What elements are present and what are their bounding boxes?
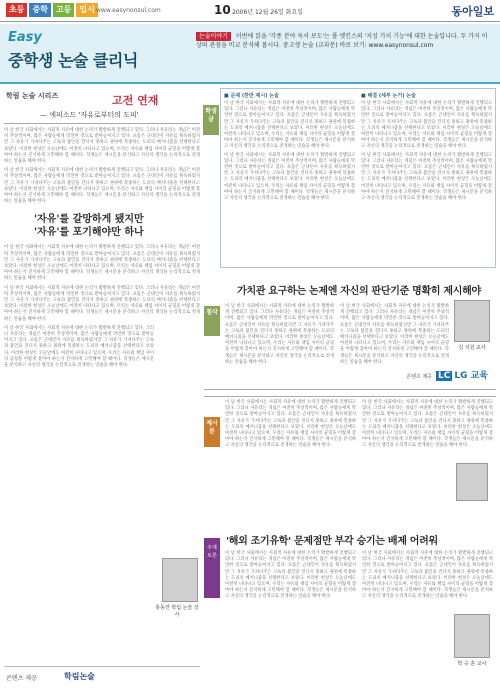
body-text: 이 날 한국 사회에서는 사회적 자유에 대한 논의가 활발하게 진행되고 있다. 그러나 자유라는 개념은 여전히 추상적이며, 많은 사람들에게 막연한 것으로 받아들여지고 있다. 프롬은 근대인이 자유를 획득하였지만 그 자유가 가져다주는 고독과 불안을 견디지 못하고 권위에 복종하는 도피의 메커니즘을 선택한다고 보았다. 이러한 현상은 오늘날에도 여전히 나타나고 있으며, 우리는 자유와 책임 사이의 균형을 어떻게 찾아야 하는지 진지하게 고민해야 할 때이다. 학생들은 제시문을 분석하고 자신의 생각을 논리적으로 전개하는 연습을 해야 한다.: [225, 400, 356, 449]
essay-heading: ■ 해결 (세부 논거) 논술: [361, 93, 416, 99]
lg-text: LG 교육: [454, 371, 488, 381]
passage-columns: [222, 397, 496, 509]
section-tab: 제시문: [204, 417, 220, 447]
logo-part: 입시: [76, 3, 97, 17]
hero-info-text: 이번에 읽을 '각종 분야 독서 보도'는 폴 엣킨스의 '지성 가치 기능'에 대한 논술입니다. 두 가지 이상의 관점을 비교 분석해 봅시다. 중고생 논술 (교과문) 바로 보기: www.easynonsul.com: [196, 33, 488, 49]
photo-caption: 김 지원 교사: [458, 345, 486, 351]
credit-bar: [4, 666, 200, 686]
body-text: 이 날 한국 사회에서는 사회적 자유에 대한 논의가 활발하게 진행되고 있다. 그러나 자유라는 개념은 여전히 추상적이며, 많은 사람들에게 막연한 것으로 받아들여지고 있다. 프롬은 근대인이 자유를 획득하였지만 그 자유가 가져다주는 고독과 불안을 견디지 못하고 권위에 복종하는 도피의 메커니즘을 선택한다고 보았다. 이러한 현상은 오늘날에도 여전히 나타나고 있으며, 우리는 자유와 책임 사이의 균형을 어떻게 찾아야 하는지 진지하게 고민해야 할 때이다. 학생들은 제시문을 분석하고 자신의 생각을 논리적으로 전개하는 연습을 해야 한다.: [4, 128, 200, 165]
issue-date: 2006년 12월 26일 화요일: [232, 9, 304, 16]
body-text: 이 날 한국 사회에서는 사회적 자유에 대한 논의가 활발하게 진행되고 있다. 그러나 자유라는 개념은 여전히 추상적이며, 많은 사람들에게 막연한 것으로 받아들여지고 있다. 프롬은 근대인이 자유를 획득하였지만 그 자유가 가져다주는 고독과 불안을 견디지 못하고 권위에 복종하는 도피의 메커니즘을 선택한다고 보았다. 이러한 현상은 오늘날에도 여전히 나타나고 있으며, 우리는 자유와 책임 사이의 균형을 어떻게 찾아야 하는지 진지하게 고민해야 할 때이다. 학생들은 제시문을 분석하고 자신의 생각을 논리적으로 전개하는 연습을 해야 한다.: [362, 551, 493, 600]
page-number: 10: [214, 3, 231, 17]
lg-mark: LC: [438, 371, 451, 381]
logo-part: 중학: [29, 3, 50, 17]
body-text: 이 날 한국 사회에서는 사회적 자유에 대한 논의가 활발하게 진행되고 있다. 그러나 자유라는 개념은 여전히 추상적이며, 많은 사람들에게 막연한 것으로 받아들여지고 있다. 프롬은 근대인이 자유를 획득하였지만 그 자유가 가져다주는 고독과 불안을 견디지 못하고 권위에 복종하는 도피의 메커니즘을 선택한다고 보았다. 이러한 현상은 오늘날에도 여전히 나타나고 있으며, 우리는 자유와 책임 사이의 균형을 어떻게 찾아야 하는지 진지하게 고민해야 할 때이다. 학생들은 제시문을 분석하고 자신의 생각을 논리적으로 전개하는 연습을 해야 한다.: [224, 101, 355, 150]
series-label: Easy: [8, 30, 42, 45]
essay-heading: ■ 문제 (찬반 제시) 논술: [224, 93, 279, 99]
credit-label: 콘텐츠 제공: [6, 675, 37, 682]
body-text: 이 날 한국 사회에서는 사회적 자유에 대한 논의가 활발하게 진행되고 있다. 그러나 자유라는 개념은 여전히 추상적이며, 많은 사람들에게 막연한 것으로 받아들여지고 있다. 프롬은 근대인이 자유를 획득하였지만 그 자유가 가져다주는 고독과 불안을 견디지 못하고 권위에 복종하는 도피의 메커니즘을 선택한다고 보았다. 이러한 현상은 오늘날에도 여전히 나타나고 있으며, 우리는 자유와 책임 사이의 균형을 어떻게 찾아야 하는지 진지하게 고민해야 할 때이다. 학생들은 제시문을 분석하고 자신의 생각을 논리적으로 전개하는 연습을 해야 한다.: [224, 152, 355, 202]
body-text: 이 날 한국 사회에서는 사회적 자유에 대한 논의가 활발하게 진행되고 있다. 그러나 자유라는 개념은 여전히 추상적이며, 많은 사람들에게 막연한 것으로 받아들여지고 있다. 프롬은 근대인이 자유를 획득하였지만 그 자유가 가져다주는 고독과 불안을 견디지 못하고 권위에 복종하는 도피의 메커니즘을 선택한다고 보았다. 이러한 현상은 오늘날에도 여전히 나타나고 있으며, 우리는 자유와 책임 사이의 균형을 어떻게 찾아야 하는지 진지하게 고민해야 할 때이다. 학생들은 제시문을 분석하고 자신의 생각을 논리적으로 전개하는 연습을 해야 한다.: [362, 400, 493, 449]
logo-part: 초등: [6, 3, 27, 17]
body-text: 이 날 한국 사회에서는 사회적 자유에 대한 논의가 활발하게 진행되고 있다. 그러나 자유라는 개념은 여전히 추상적이며, 많은 사람들에게 막연한 것으로 받아들여지고 있다. 프롬은 근대인이 자유를 획득하였지만 그 자유가 가져다주는 고독과 불안을 견디지 못하고 권위에 복종하는 도피의 메커니즘을 선택한다고 보았다. 이러한 현상은 오늘날에도 여전히 나타나고 있으며, 우리는 자유와 책임 사이의 균형을 어떻게 찾아야 하는지 진지하게 고민해야 할 때이다. 학생들은 제시문을 분석하고 자신의 생각을 논리적으로 전개하는 연습을 해야 한다.: [225, 551, 356, 600]
body-text: 이 날 한국 사회에서는 사회적 자유에 대한 논의가 활발하게 진행되고 있다. 그러나 자유라는 개념은 여전히 추상적이며, 많은 사람들에게 막연한 것으로 받아들여지고 있다. 프롬은 근대인이 자유를 획득하였지만 그 자유가 가져다주는 고독과 불안을 견디지 못하고 권위에 복종하는 도피의 메커니즘을 선택한다고 보았다. 이러한 현상은 오늘날에도 여전히 나타나고 있으며, 우리는 자유와 책임 사이의 균형을 어떻게 찾아야 하는지 진지하게 고민해야 할 때이다. 학생들은 제시문을 분석하고 자신의 생각을 논리적으로 전개하는 연습을 해야 한다.: [4, 285, 200, 322]
debate-section: [204, 530, 496, 686]
sponsor-label: 콘텐츠 제공: [406, 374, 432, 380]
hero-info: [196, 32, 492, 50]
page-title: 중학생 논술 클리닉: [8, 51, 138, 70]
section-tab: 첨삭: [204, 306, 220, 336]
pull-quote-line: '자유'를 포기해야만 하나: [34, 227, 144, 239]
student-essay-box: [205, 88, 496, 268]
body-text: 이 날 한국 사회에서는 사회적 자유에 대한 논의가 활발하게 진행되고 있다. 그러나 자유라는 개념은 여전히 추상적이며, 많은 사람들에게 막연한 것으로 받아들여지고 있다. 프롬은 근대인이 자유를 획득하였지만 그 자유가 가져다주는 고독과 불안을 견디지 못하고 권위에 복종하는 도피의 메커니즘을 선택한다고 보았다. 이러한 현상은 오늘날에도 여전히 나타나고 있으며, 우리는 자유와 책임 사이의 균형을 어떻게 찾아야 하는지 진지하게 고민해야 할 때이다. 학생들은 제시문을 분석하고 자신의 생각을 논리적으로 전개하는 연습을 해야 한다.: [4, 325, 154, 369]
left-column: [4, 88, 200, 686]
photo-caption: 홍동연 학림 논술 강사: [155, 605, 199, 618]
pull-quote: [34, 213, 200, 239]
teacher-photo: [454, 614, 490, 658]
essay-columns: [221, 89, 495, 205]
body-text: 이 날 한국 사회에서는 사회적 자유에 대한 논의가 활발하게 진행되고 있다. 그러나 자유라는 개념은 여전히 추상적이며, 많은 사람들에게 막연한 것으로 받아들여지고 있다. 프롬은 근대인이 자유를 획득하였지만 그 자유가 가져다주는 고독과 불안을 견디지 못하고 권위에 복종하는 도피의 메커니즘을 선택한다고 보았다. 이러한 현상은 오늘날에도 여전히 나타나고 있으며, 우리는 자유와 책임 사이의 균형을 어떻게 찾아야 하는지 진지하게 고민해야 할 때이다. 학생들은 제시문을 분석하고 자신의 생각을 논리적으로 전개하는 연습을 해야 한다.: [340, 304, 449, 365]
series-logo: [6, 3, 98, 17]
site-url[interactable]: www.easynonsul.com: [96, 7, 161, 14]
logo-part: 고등: [53, 3, 74, 17]
body-text: 이 날 한국 사회에서는 사회적 자유에 대한 논의가 활발하게 진행되고 있다. 그러나 자유라는 개념은 여전히 추상적이며, 많은 사람들에게 막연한 것으로 받아들여지고 있다. 프롬은 근대인이 자유를 획득하였지만 그 자유가 가져다주는 고독과 불안을 견디지 못하고 권위에 복종하는 도피의 메커니즘을 선택한다고 보았다. 이러한 현상은 오늘날에도 여전히 나타나고 있으며, 우리는 자유와 책임 사이의 균형을 어떻게 찾아야 하는지 진지하게 고민해야 할 때이다. 학생들은 제시문을 분석하고 자신의 생각을 논리적으로 전개하는 연습을 해야 한다.: [361, 152, 492, 202]
essay-column: [224, 92, 355, 202]
body-text: 이 날 한국 사회에서는 사회적 자유에 대한 논의가 활발하게 진행되고 있다. 그러나 자유라는 개념은 여전히 추상적이며, 많은 사람들에게 막연한 것으로 받아들여지고 있다. 프롬은 근대인이 자유를 획득하였지만 그 자유가 가져다주는 고독과 불안을 견디지 못하고 권위에 복종하는 도피의 메커니즘을 선택한다고 보았다. 이러한 현상은 오늘날에도 여전히 나타나고 있으며, 우리는 자유와 책임 사이의 균형을 어떻게 찾아야 하는지 진지하게 고민해야 할 때이다. 학생들은 제시문을 분석하고 자신의 생각을 논리적으로 전개하는 연습을 해야 한다.: [4, 168, 200, 205]
passage-section: [204, 396, 496, 516]
author-photo: [456, 463, 488, 501]
essay-column: [361, 92, 492, 202]
right-column: [204, 88, 496, 268]
debate-title: '해외 조기유학' 문제점만 부각 승기는 배제 어려워: [226, 536, 438, 547]
newspaper-name: 동아일보: [451, 5, 494, 18]
hero-tag: 논술이야기: [196, 32, 231, 41]
hero-banner: [0, 24, 500, 84]
author-photo: [162, 558, 198, 602]
column-title: 고전 연재: [112, 94, 159, 107]
pull-quote-line: '자유'를 갈망하게 됐지만: [34, 214, 144, 226]
lg-logo: [406, 368, 488, 381]
teacher-photo: [454, 300, 490, 342]
column-series: — 에피소드 '자유로부터의 도피': [40, 111, 139, 119]
correction-title: 가치관 요구하는 논제엔 자신의 판단기준 명확히 제시해야: [237, 286, 481, 297]
body-text: 이 날 한국 사회에서는 사회적 자유에 대한 논의가 활발하게 진행되고 있다. 그러나 자유라는 개념은 여전히 추상적이며, 많은 사람들에게 막연한 것으로 받아들여지고 있다. 프롬은 근대인이 자유를 획득하였지만 그 자유가 가져다주는 고독과 불안을 견디지 못하고 권위에 복종하는 도피의 메커니즘을 선택한다고 보았다. 이러한 현상은 오늘날에도 여전히 나타나고 있으며, 우리는 자유와 책임 사이의 균형을 어떻게 찾아야 하는지 진지하게 고민해야 할 때이다. 학생들은 제시문을 분석하고 자신의 생각을 논리적으로 전개하는 연습을 해야 한다.: [4, 245, 200, 282]
photo-caption: 박 승 훈 교사: [457, 661, 487, 667]
section-tab: 학생글: [203, 105, 219, 135]
sponsor-logo: 학림논술: [64, 672, 95, 681]
column-brand: 학림 논술 시리즈: [6, 92, 59, 100]
column-header: [4, 88, 200, 124]
page-header: [0, 0, 500, 22]
body-text: 이 날 한국 사회에서는 사회적 자유에 대한 논의가 활발하게 진행되고 있다. 그러나 자유라는 개념은 여전히 추상적이며, 많은 사람들에게 막연한 것으로 받아들여지고 있다. 프롬은 근대인이 자유를 획득하였지만 그 자유가 가져다주는 고독과 불안을 견디지 못하고 권위에 복종하는 도피의 메커니즘을 선택한다고 보았다. 이러한 현상은 오늘날에도 여전히 나타나고 있으며, 우리는 자유와 책임 사이의 균형을 어떻게 찾아야 하는지 진지하게 고민해야 할 때이다. 학생들은 제시문을 분석하고 자신의 생각을 논리적으로 전개하는 연습을 해야 한다.: [361, 101, 492, 150]
debate-banner: 주제 토론: [204, 538, 220, 598]
correction-section: [204, 276, 496, 390]
body-text: 이 날 한국 사회에서는 사회적 자유에 대한 논의가 활발하게 진행되고 있다. 그러나 자유라는 개념은 여전히 추상적이며, 많은 사람들에게 막연한 것으로 받아들여지고 있다. 프롬은 근대인이 자유를 획득하였지만 그 자유가 가져다주는 고독과 불안을 견디지 못하고 권위에 복종하는 도피의 메커니즘을 선택한다고 보았다. 이러한 현상은 오늘날에도 여전히 나타나고 있으며, 우리는 자유와 책임 사이의 균형을 어떻게 찾아야 하는지 진지하게 고민해야 할 때이다. 학생들은 제시문을 분석하고 자신의 생각을 논리적으로 전개하는 연습을 해야 한다.: [225, 304, 334, 365]
